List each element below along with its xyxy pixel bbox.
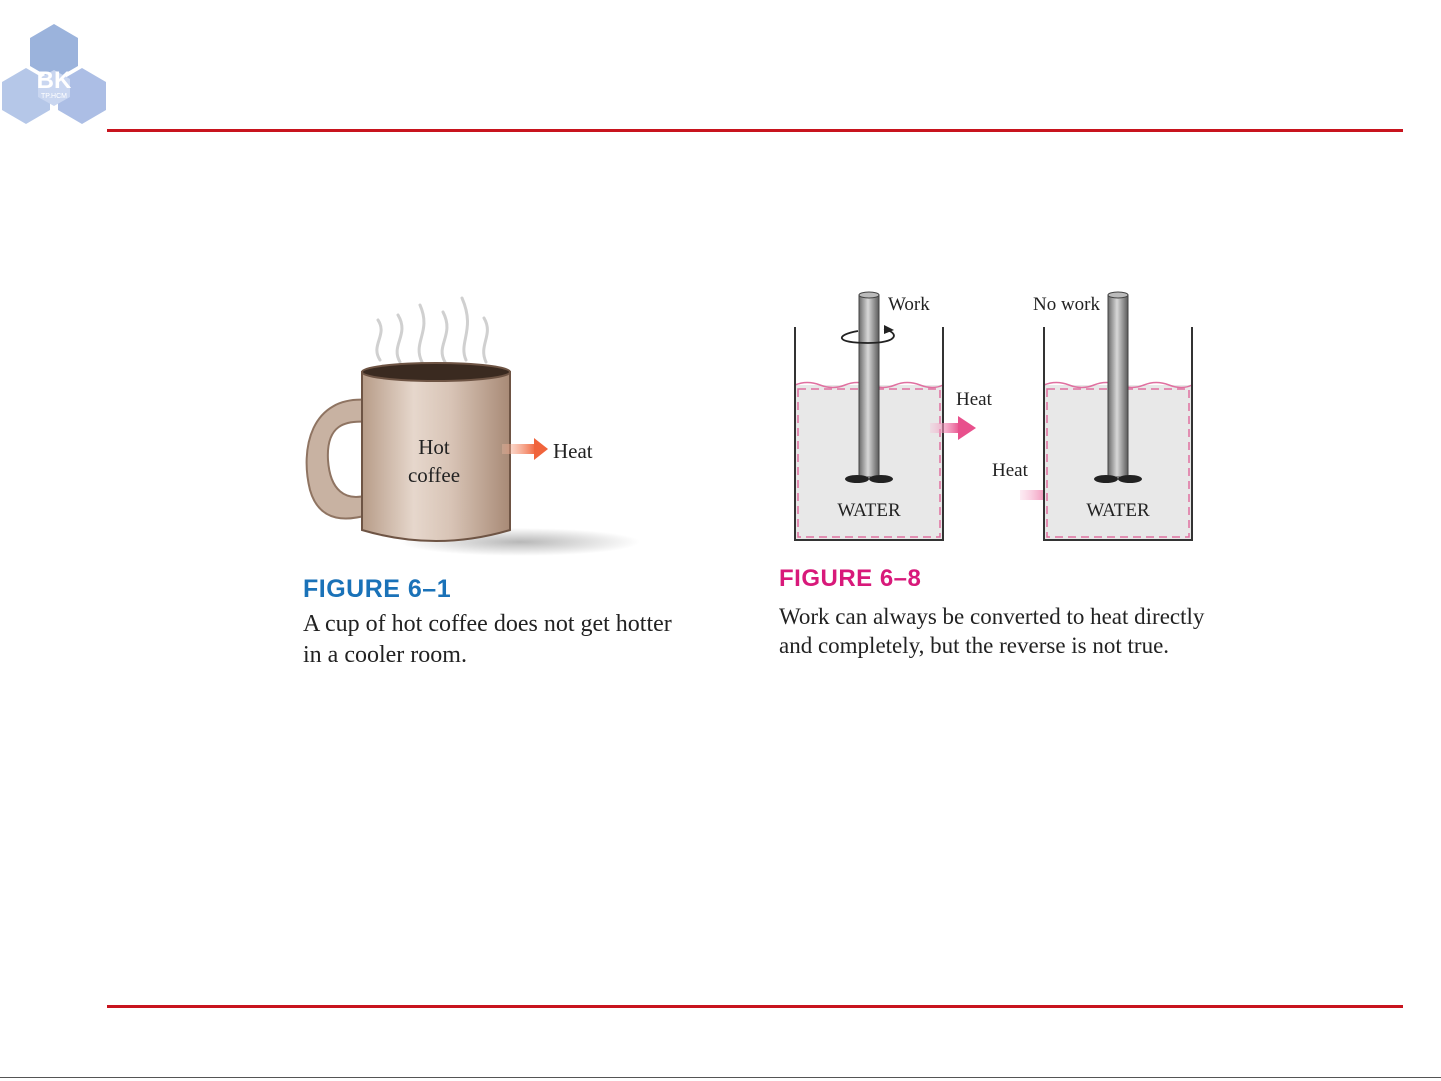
footer-rule — [107, 1005, 1403, 1008]
right-tank-water-label: WATER — [1086, 500, 1150, 521]
left-tank — [795, 292, 943, 540]
mug-handle — [307, 400, 368, 519]
heat-out-label: Heat — [956, 389, 992, 410]
heat-in-label: Heat — [992, 460, 1028, 481]
coffee-surface — [362, 363, 510, 381]
logo-subtext: TP.HCM — [41, 93, 67, 100]
university-logo — [0, 22, 108, 128]
figure-6-1-illustration — [290, 290, 650, 570]
figure-6-1-label: FIGURE 6–1 — [303, 575, 452, 603]
heat-label: Heat — [553, 439, 593, 463]
figure-6-8-label: FIGURE 6–8 — [779, 565, 922, 592]
right-tank — [1033, 292, 1192, 540]
figure-6-8-caption: Work can always be converted to heat directly and completely, but the reverse is not true. — [779, 604, 1205, 658]
page-bottom-edge — [0, 1077, 1441, 1078]
figure-6-1-caption: A cup of hot coffee does not get hotter in a cooler room. — [303, 611, 672, 668]
steam-icon — [377, 298, 488, 362]
mug-text-hot: Hot — [418, 435, 450, 459]
mug-text-coffee: coffee — [407, 463, 461, 487]
figure-6-8-illustration — [780, 285, 1210, 550]
header-rule — [107, 129, 1403, 132]
left-tank-water-label: WATER — [837, 500, 901, 521]
left-tank-shaft-label: Work — [888, 294, 930, 315]
logo-letters: BK — [36, 67, 72, 94]
right-tank-shaft-label: No work — [1032, 294, 1100, 315]
